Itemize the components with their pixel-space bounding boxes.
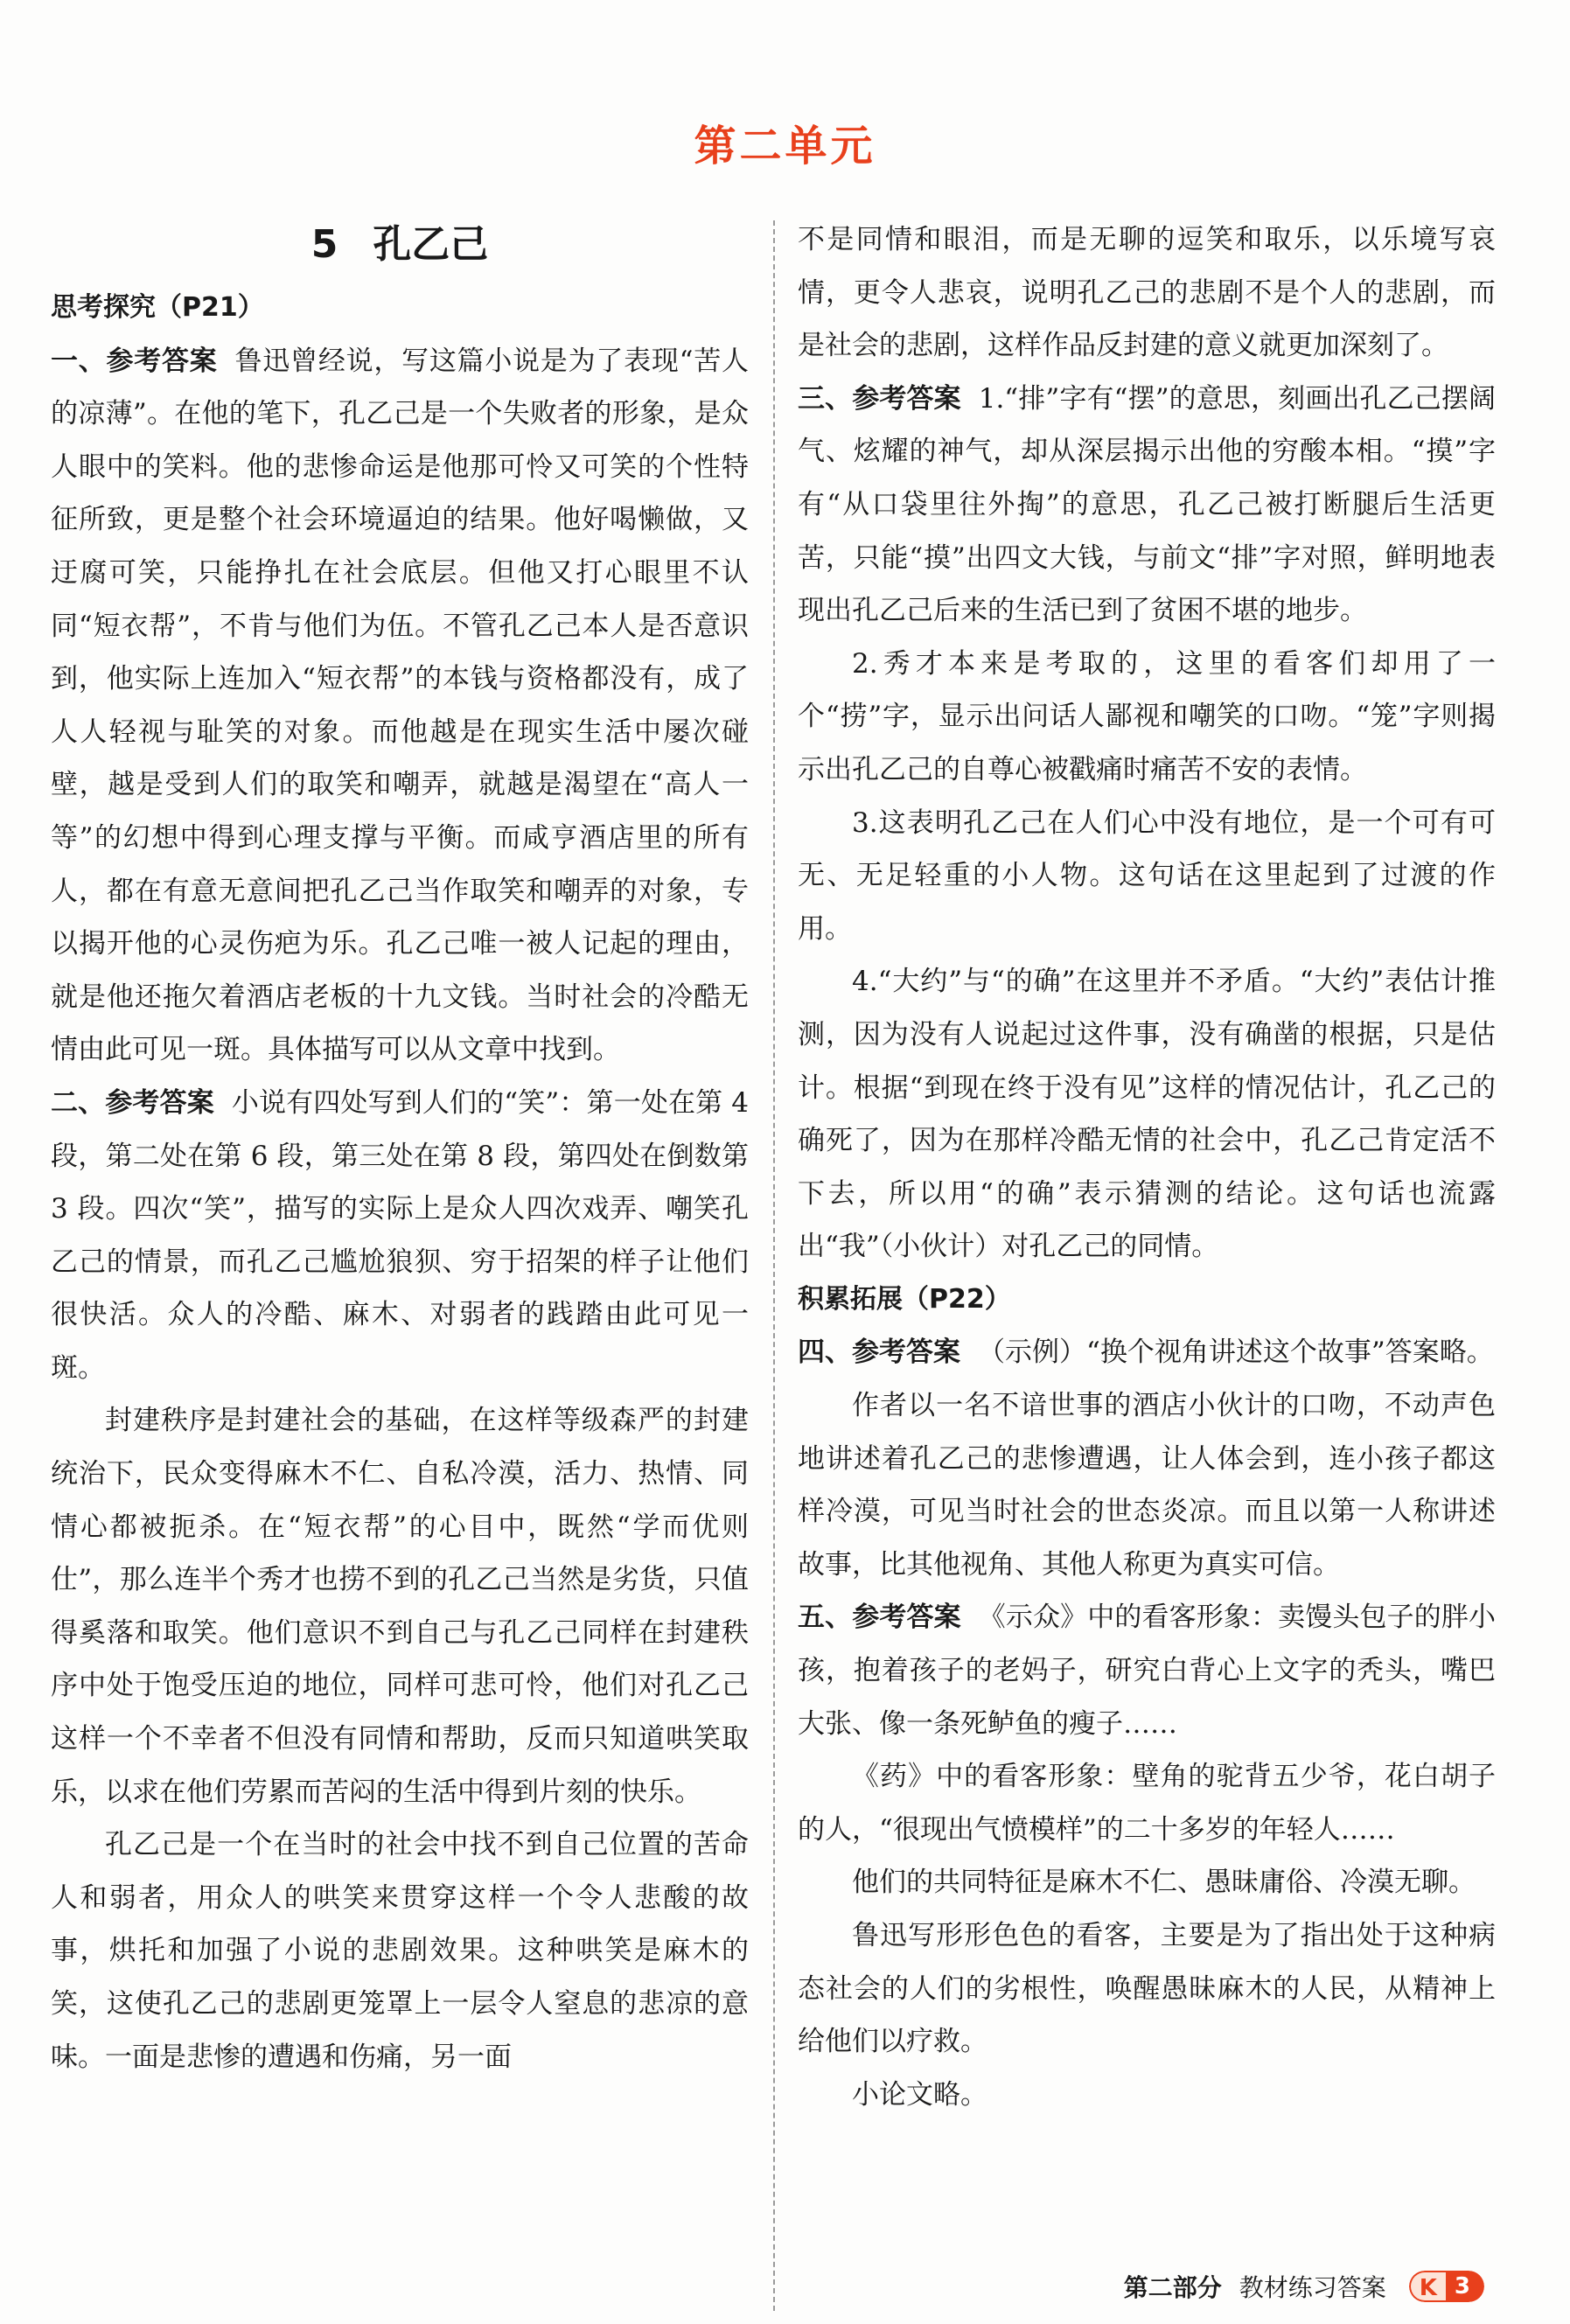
answer-4-label: 四、参考答案 bbox=[798, 1336, 960, 1369]
paragraph: 作者以一名不谙世事的酒店小伙计的口吻，不动声色地讲述着孔乙己的悲惨遭遇，让人体会到，连小孩子都这样冷漠，可见当时社会的世态炎凉。而且以第一人称讲述故事，比其他视角、其他人称更为真实可信。 bbox=[798, 1390, 1496, 1581]
answer-1-label: 一、参考答案 bbox=[51, 345, 218, 377]
lesson-title bbox=[51, 213, 749, 276]
answer-2 bbox=[51, 1077, 749, 1395]
footer-part: 第二部分 bbox=[1123, 2273, 1222, 2302]
badge-letter: K bbox=[1409, 2271, 1446, 2302]
answer-3 bbox=[798, 373, 1496, 638]
answer-5-text: 《示众》中的看客形象：卖馒头包子的胖小孩，抱着孩子的老妈子，研究白背心上文字的秃头，嘴巴大张、像一条死鲈鱼的瘦子…… bbox=[798, 1602, 1496, 1740]
answer-3-text: 1.“排”字有“摆”的意思，刻画出孔乙己摆阔气、炫耀的神气，却从深层揭示出他的穷酸本相。“摸”字有“从口袋里往外掏”的意思，孔乙己被打断腿后生活更苦，只能“摸”出四文大钱，与前文“排”字对照，鲜明地表现出孔乙己后来的生活已到了贫困不堪的地步。 bbox=[798, 382, 1497, 627]
paragraph: 他们的共同特征是麻木不仁、愚昧庸俗、冷漠无聊。 bbox=[852, 1867, 1476, 1899]
section-heading-expand: 积累拓展（P22） bbox=[798, 1283, 1011, 1315]
section-heading-think: 思考探究（P21） bbox=[51, 292, 264, 323]
paragraph: 4.“大约”与“的确”在这里并不矛盾。“大约”表估计推测，因为没有人说起过这件事，没有确凿的根据，只是估计。根据“到现在终于没有见”这样的情况估计，孔乙己的确死了，因为在那样冷酷无情的社会中，孔乙己肯定活不下去，所以用“的确”表示猜测的结论。这句话也流露出“我”（小伙计）对孔乙己的同情。 bbox=[798, 966, 1496, 1263]
column-divider bbox=[773, 220, 775, 2311]
paragraph: 小论文略。 bbox=[852, 2078, 987, 2111]
paragraph: 封建秩序是封建社会的基础，在这样等级森严的封建统治下，民众变得麻木不仁、自私冷漠，活力、热情、同情心都被扼杀。在“短衣帮”的心目中，既然“学而优则仕”，那么连半个秀才也捞不到的孔乙己当然是劣货，只值得奚落和取笑。他们意识不到自己与孔乙己同样在封建秩序中处于饱受压迫的地位，同样可悲可怜，他们对孔乙己这样一个不幸者不但没有同情和帮助，反而只知道哄笑取乐，以求在他们劳累而苦闷的生活中得到片刻的快乐。 bbox=[51, 1405, 749, 1808]
answer-2-text: 小说有四处写到人们的“笑”：第一处在第 4 段，第二处在第 6 段，第三处在第 8 段，第四处在倒数第 3 段。四次“笑”，描写的实际上是众人四次戏弄、嘲笑孔乙己的情景，而孔乙己尴尬狼狈、穷于招架的样子让他们很快活。众人的冷酷、麻木、对弱者的践踏由此可见一斑。 bbox=[51, 1086, 749, 1384]
paragraph: 《药》中的看客形象：壁角的驼背五少爷，花白胡子的人，“很现出气愤模样”的二十多岁的年轻人…… bbox=[798, 1761, 1496, 1846]
lesson-number: 5 bbox=[311, 222, 338, 267]
answer-5-label: 五、参考答案 bbox=[798, 1602, 961, 1634]
page-footer bbox=[1124, 2269, 1484, 2304]
right-column bbox=[798, 213, 1496, 2121]
answer-1-text: 鲁迅曾经说，写这篇小说是为了表现“苦人的凉薄”。在他的笔下，孔乙己是一个失败者的形象，是众人眼中的笑料。他的悲惨命运是他那可怜又可笑的个性特征所致，更是整个社会环境逼迫的结果。他好喝懒做，又迂腐可笑，只能挣扎在社会底层。但他又打心眼里不认同“短衣帮”，不肯与他们为伍。不管孔乙己本人是否意识到，他实际上连加入“短衣帮”的本钱与资格都没有，成了人人轻视与耻笑的对象。而他越是在现实生活中屡次碰壁，越是受到人们的取笑和嘲弄，就越是渴望在“高人一等”的幻想中得到心理支撑与平衡。而咸亨酒店里的所有人，都在有意无意间把孔乙己当作取笑和嘲弄的对象，专以揭开他的心灵伤疤为乐。孔乙己唯一被人记起的理由，就是他还拖欠着酒店老板的十九文钱。当时社会的冷酷无情由此可见一斑。具体描写可以从文章中找到。 bbox=[51, 345, 749, 1066]
paragraph: 3.这表明孔乙己在人们心中没有地位，是一个可有可无、无足轻重的小人物。这句话在这里起到了过渡的作用。 bbox=[798, 806, 1496, 945]
left-column bbox=[51, 213, 749, 2083]
unit-title: 第二单元 bbox=[694, 122, 876, 171]
paragraph: 孔乙己是一个在当时的社会中找不到自己位置的苦命人和弱者，用众人的哄笑来贯穿这样一个令人悲酸的故事，烘托和加强了小说的悲剧效果。这种哄笑是麻木的笑，这使孔乙己的悲剧更笼罩上一层令人窒息的悲凉的意味。一面是悲惨的遭遇和伤痛，另一面 bbox=[51, 1829, 749, 2073]
paragraph: 鲁迅写形形色色的看客，主要是为了指出处于这种病态社会的人们的劣根性，唤醒愚昧麻木的人民，从精神上给他们以疗救。 bbox=[798, 1920, 1496, 2058]
page-badge bbox=[1409, 2271, 1484, 2302]
page-number: 3 bbox=[1446, 2271, 1484, 2302]
answer-1 bbox=[51, 335, 749, 1077]
lesson-name: 孔乙己 bbox=[373, 222, 489, 267]
answer-4-text: （示例）“换个视角讲述这个故事”答案略。 bbox=[978, 1336, 1494, 1369]
answer-4 bbox=[798, 1326, 1496, 1379]
answer-3-label: 三、参考答案 bbox=[798, 382, 961, 415]
paragraph: 不是同情和眼泪，而是无聊的逗笑和取乐，以乐境写哀情，更令人悲哀，说明孔乙己的悲剧不是个人的悲剧，而是社会的悲剧，这样作品反封建的意义就更加深刻了。 bbox=[798, 224, 1496, 362]
answer-2-label: 二、参考答案 bbox=[51, 1086, 214, 1119]
paragraph: 2.秀才本来是考取的，这里的看客们却用了一个“捞”字，显示出问话人鄙视和嘲笑的口吻。“笼”字则揭示出孔乙己的自尊心被戳痛时痛苦不安的表情。 bbox=[798, 647, 1496, 785]
answer-5 bbox=[798, 1591, 1496, 1750]
footer-section: 教材练习答案 bbox=[1239, 2273, 1386, 2302]
